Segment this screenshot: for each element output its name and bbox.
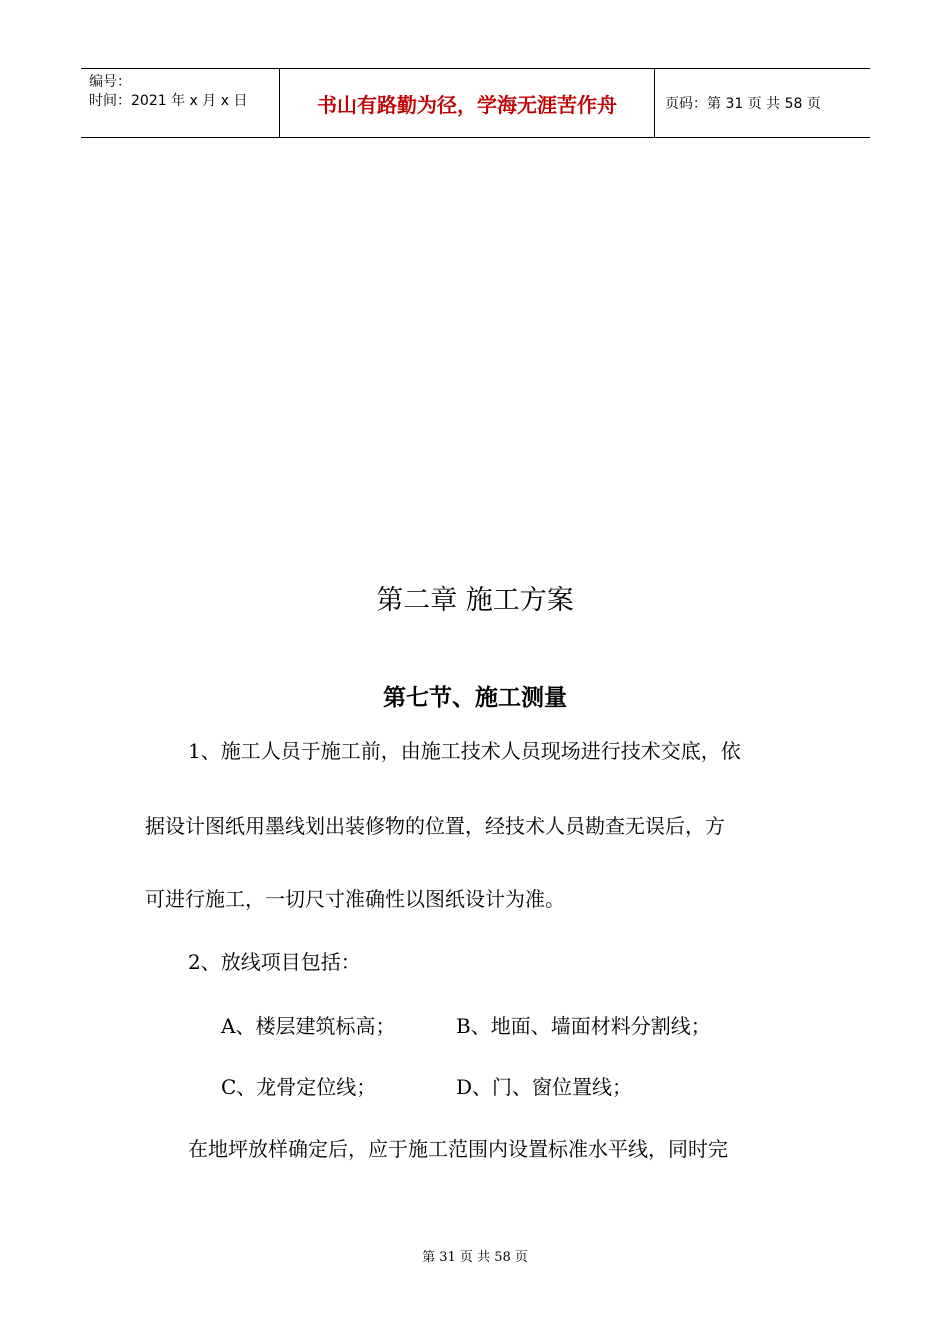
number-label: 编号： bbox=[89, 74, 131, 90]
paragraph-1-line-2: 据设计图纸用墨线划出装修物的位置，经技术人员勘查无误后，方 bbox=[145, 814, 725, 838]
list-item-b: B、地面、墙面材料分割线； bbox=[456, 1014, 711, 1038]
chapter-title: 第二章 施工方案 bbox=[376, 585, 574, 616]
header-page-info: 页码：第 31 页 共 58 页 bbox=[665, 96, 821, 112]
list-item-c: C、龙骨定位线； bbox=[221, 1075, 377, 1099]
page-header bbox=[81, 68, 870, 138]
list-item-d: D、门、窗位置线； bbox=[456, 1075, 633, 1099]
section-title: 第七节、施工测量 bbox=[383, 684, 567, 711]
paragraph-2: 2、放线项目包括： bbox=[188, 950, 361, 974]
header-motto: 书山有路勤为径，学海无涯苦作舟 bbox=[280, 69, 655, 137]
paragraph-1-line-3: 可进行施工，一切尺寸准确性以图纸设计为准。 bbox=[145, 887, 565, 911]
page-footer: 第 31 页 共 58 页 bbox=[422, 1250, 528, 1265]
header-left-cell bbox=[81, 69, 280, 137]
paragraph-3-line-1: 在地坪放样确定后，应于施工范围内设置标准水平线，同时完 bbox=[188, 1137, 728, 1161]
time-label: 时间：2021 年 x 月 x 日 bbox=[89, 93, 248, 109]
paragraph-1-line-1: 1、施工人员于施工前，由施工技术人员现场进行技术交底，依 bbox=[188, 739, 741, 763]
list-item-a: A、楼层建筑标高； bbox=[221, 1014, 396, 1038]
